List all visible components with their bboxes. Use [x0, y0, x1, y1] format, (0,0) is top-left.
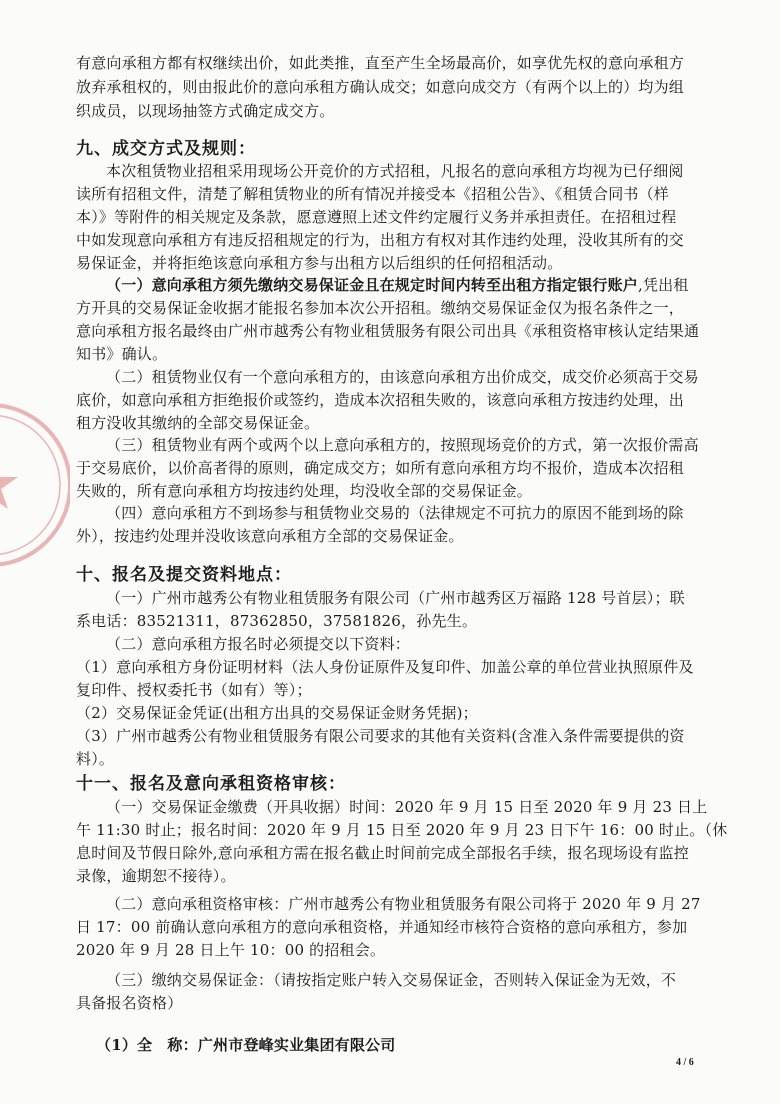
text-line: [106, 275, 689, 295]
text-line: 具备报名资格）: [76, 994, 183, 1012]
text-line: 知书》确认。: [76, 345, 168, 363]
bold-clause: （一）意向承租方须先缴纳交易保证金且在规定时间内转至出租方指定银行账户: [106, 276, 639, 294]
text-line: （2）交易保证金凭证(出租方出具的交易保证金财务凭据)；: [76, 704, 478, 722]
text-line: 读所有招租文件，清楚了解租赁物业的所有情况并接受本《招租公告》、《租赁合同书（样: [76, 185, 670, 203]
section-heading: 十、报名及提交资料地点：: [76, 565, 292, 585]
text-line: 底价，如意向承租方拒绝报价或签约，造成本次招租失败的，该意向承租方按违约处理，出: [76, 391, 685, 409]
page-number: 4 / 6: [676, 1057, 694, 1068]
text-line: 租方没收其缴纳的全部交易保证金。: [76, 414, 320, 432]
text-line: （三）缴纳交易保证金：（请按指定账户转入交易保证金，否则转入保证金为无效，不: [106, 971, 677, 989]
account-name-line: （1）全 称：广州市登峰实业集团有限公司: [96, 1036, 396, 1054]
text-line: （二）租赁物业仅有一个意向承租方的，由该意向承租方出价成交，成交价必须高于交易: [106, 368, 699, 386]
text-line: 本）》等附件的相关规定及条款，愿意遵照上述文件约定履行义务并承担责任。在招租过程: [76, 208, 677, 226]
text-line: 日 17：00 前确认意向承租方的意向承租资格，并通知经市核符合资格的意向承租方，参加: [76, 918, 688, 936]
text-line: （一）交易保证金缴费（开具收据）时间：2020 年 9 月 15 日至 2020 年 9 月 23 日上: [106, 798, 708, 816]
text-line: 中如发现意向承租方有违反招租规定的行为，出租方有权对其作违约处理，没收其所有的交: [76, 231, 685, 249]
text-line: 织成员，以现场抽签方式确定成交方。: [76, 102, 335, 120]
text-line: 易保证金，并将拒绝该意向承租方参与出租方以后组织的任何招租活动。: [76, 254, 563, 272]
text-line: （四）意向承租方不到场参与租赁物业交易的（法律规定不可抗力的原因不能到场的除: [106, 504, 684, 522]
clause-rest: ,凭出租: [638, 276, 689, 294]
section-heading: 十一、报名及意向承租资格审核：: [76, 774, 346, 794]
text-line: （三）租赁物业有两个或两个以上意向承租方的，按照现场竞价的方式，第一次报价需高: [106, 436, 699, 454]
text-line: 息时间及节假日除外,意向承租方需在报名截止时间前完成全部报名手续，报名现场设有监控: [76, 844, 689, 862]
text-line: 方开具的交易保证金收据才能报名参加本次公开招租。缴纳交易保证金仅为报名条件之一，: [76, 299, 685, 317]
text-line: （3）广州市越秀公有物业租赁服务有限公司要求的其他有关资料(含准入条件需要提供的资: [76, 727, 685, 745]
text-line: 有意向承租方都有权继续出价，如此类推，直至产生全场最高价，如享优先权的意向承租方: [76, 54, 685, 72]
text-line: （1）意向承租方身份证明材料（法人身份证原件及复印件、加盖公章的单位营业执照原件及: [76, 658, 694, 676]
text-line: 录像，逾期恕不接待）。: [76, 867, 236, 885]
text-line: 2020 年 9 月 28 日上午 10：00 的招租会。: [76, 941, 386, 959]
text-line: 料）。: [76, 750, 115, 768]
text-line: 系电话：83521311，87362850，37581826，孙先生。: [76, 612, 478, 630]
text-line: （一）广州市越秀公有物业租赁服务有限公司（广州市越秀区万福路 128 号首层）；联: [106, 589, 685, 607]
text-line: （二）意向承租资格审核：广州市越秀公有物业租赁服务有限公司将于 2020 年 9 月 27: [106, 895, 701, 913]
official-seal-stamp: [0, 385, 70, 585]
text-line: 复印件、授权委托书（如有）等）；: [76, 681, 312, 699]
text-line: 外），按违约处理并没收该意向承租方全部的交易保证金。: [76, 527, 464, 545]
text-line: （二）意向承租方报名时必须提交以下资料：: [106, 635, 411, 653]
text-line: 失败的，所有意向承租方均按违约处理，均没收全部的交易保证金。: [76, 482, 533, 500]
text-line: 于交易底价，以价高者得的原则，确定成交方；如所有意向承租方均不报价，造成本次招租: [76, 459, 685, 477]
text-line: 本次租赁物业招租采用现场公开竞价的方式招租，凡报名的意向承租方均视为已仔细阅: [106, 162, 684, 180]
text-line: 放弃承租权的，则由报此价的意向承租方确认成交；如意向成交方（有两个以上的）均为组: [76, 78, 685, 96]
text-line: 午 11:30 时止；报名时间：2020 年 9 月 15 日至 2020 年 9 月 23 日下午 16：00 时止。（休: [76, 821, 728, 839]
section-heading: 九、成交方式及规则：: [76, 139, 256, 159]
text-line: 意向承租方报名最终由广州市越秀公有物业租赁服务有限公司出具《承租资格审核认定结果通: [76, 322, 700, 340]
